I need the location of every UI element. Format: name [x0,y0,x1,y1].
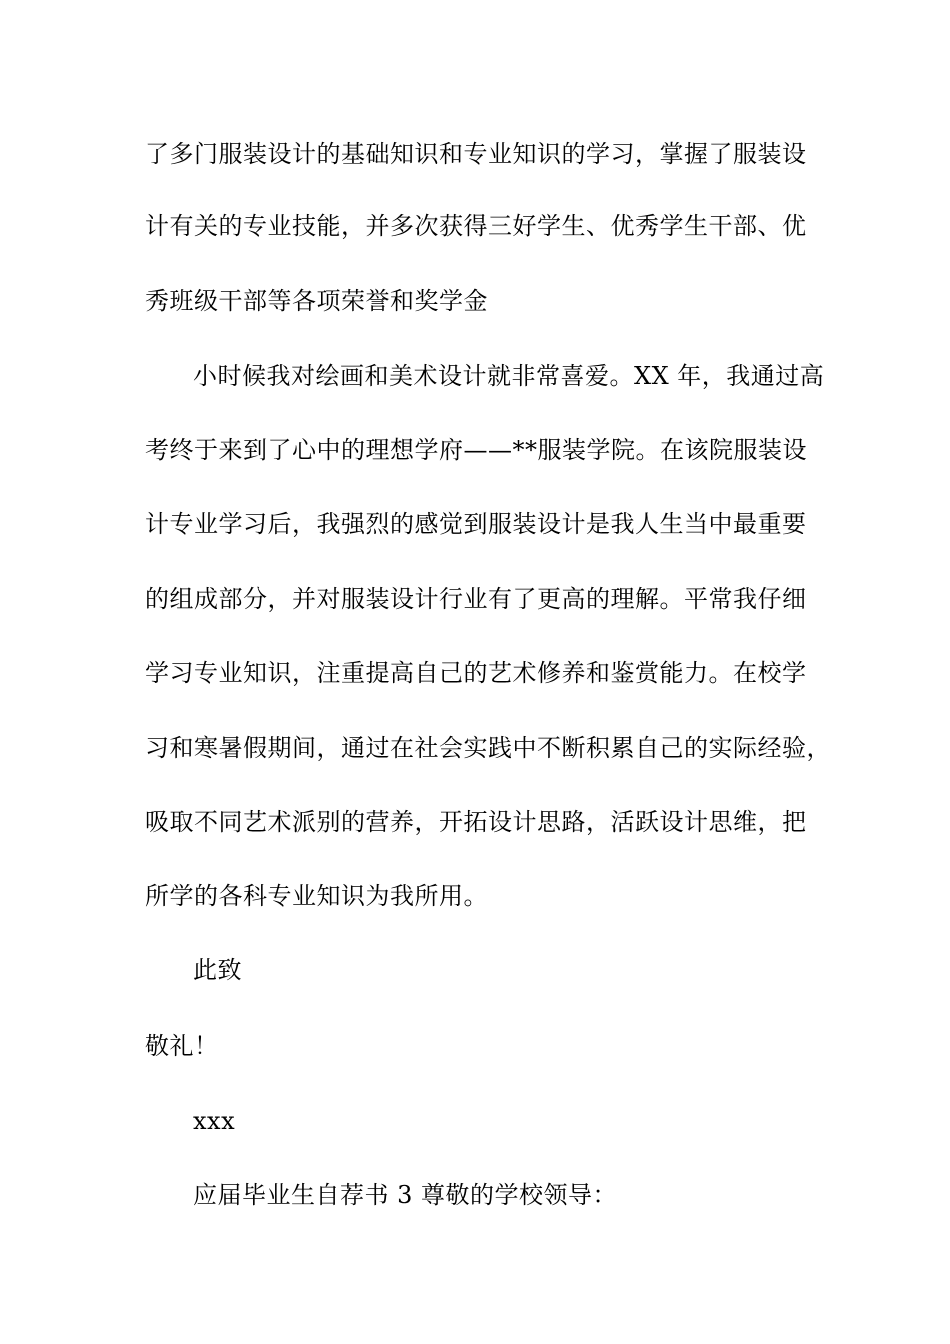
paragraph-line: 学习专业知识，注重提高自己的艺术修养和鉴赏能力。在校学 [145,659,807,687]
section-heading: 应届毕业生自荐书 3 尊敬的学校领导： [193,1181,618,1209]
closing-regards: 敬礼！ [145,1032,219,1060]
paragraph-line: 的组成部分，并对服装设计行业有了更高的理解。平常我仔细 [145,585,807,613]
paragraph-line: 吸取不同艺术派别的营养，开拓设计思路，活跃设计思维，把 [145,808,807,836]
signature: xxx [193,1107,236,1135]
paragraph-line: 习和寒暑假期间，通过在社会实践中不断积累自己的实际经验， [145,734,831,762]
paragraph-line: 秀班级干部等各项荣誉和奖学金 [145,287,488,315]
paragraph-line: 了多门服装设计的基础知识和专业知识的学习，掌握了服装设 [145,140,807,168]
paragraph-line: 考终于来到了心中的理想学府——**服装学院。在该院服装设 [145,436,807,464]
paragraph-line: 所学的各科专业知识为我所用。 [145,882,488,910]
paragraph-line: 计专业学习后，我强烈的感觉到服装设计是我人生当中最重要 [145,510,807,538]
paragraph-line: 计有关的专业技能，并多次获得三好学生、优秀学生干部、优 [145,212,807,240]
closing-salutation: 此致 [193,956,242,984]
paragraph-line: 小时候我对绘画和美术设计就非常喜爱。XX 年，我通过高 [193,362,825,390]
